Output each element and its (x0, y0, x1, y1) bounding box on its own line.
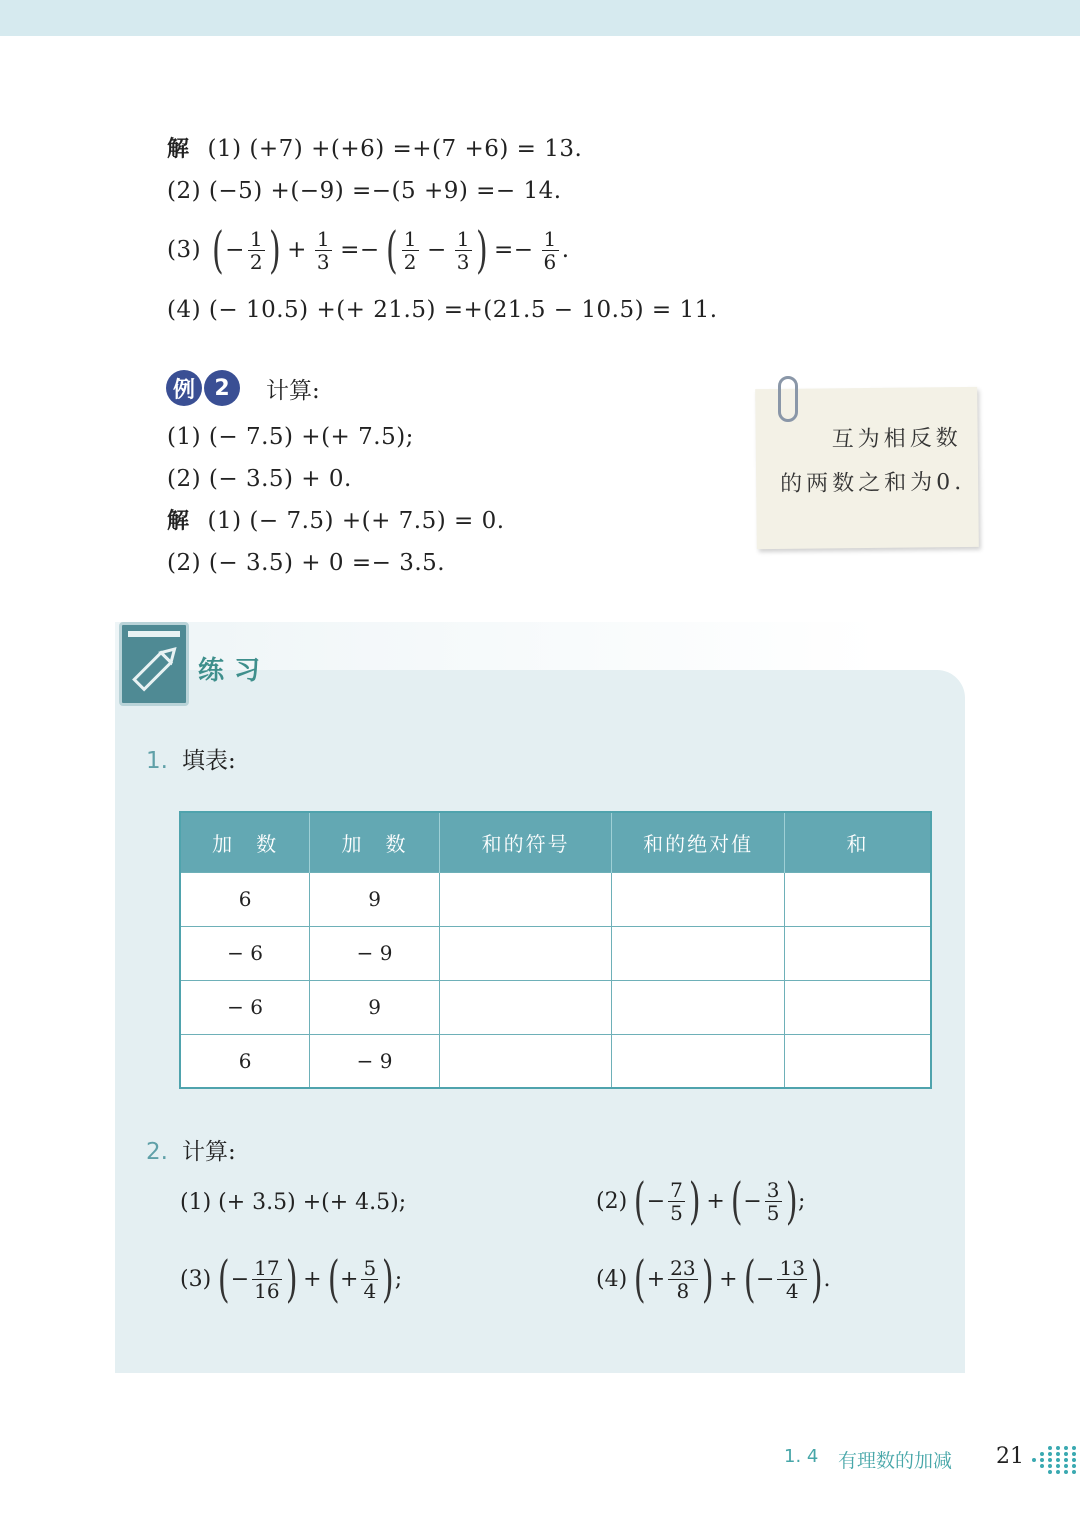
example-question-2: (2) (− 3.5) + 0. (167, 466, 352, 492)
table-row (180, 872, 931, 926)
solution-line-2: (2) (−5) +(−9) =−(5 +9) =− 14. (167, 178, 562, 204)
footer-chapter-title: 有理数的加减 (838, 1450, 953, 1472)
fraction: $\frac{17}{16}$ (254, 1255, 280, 1303)
fraction: $\frac{1}{3}$ (456, 226, 470, 274)
table-cell (439, 926, 611, 980)
calc-item-3: (3) ( − $\frac{17}{16}$ ) + ( + $\frac{5}{4}$ ) ; (180, 1250, 403, 1308)
table-row (180, 1034, 931, 1088)
example-prompt: 计算: (266, 377, 320, 404)
paperclip-icon (778, 376, 798, 422)
fraction: $\frac{1}{2}$ (249, 226, 264, 274)
solution-lead: 解 (167, 509, 190, 534)
fraction: $\frac{1}{2}$ (403, 226, 417, 274)
table-row (180, 926, 931, 980)
practice-title: 练习 (198, 656, 271, 686)
fill-table (179, 811, 932, 1089)
table-cell (784, 872, 931, 926)
solution-line-1: 解 (1) (+7) +(+6) =+(7 +6) = 13. (167, 136, 583, 162)
footer-section-number: 1. 4 (784, 1446, 819, 1467)
calc-item-2: (2) ( − $\frac{7}{5}$ ) + ( − $\frac{3}{5}$ ) ; (596, 1172, 806, 1230)
table-header-row (180, 812, 931, 872)
example-question-1: (1) (− 7.5) +(+ 7.5); (167, 424, 414, 450)
table-cell (784, 926, 931, 980)
practice-question-2: 2. 计算: (146, 1139, 236, 1165)
fraction: $\frac{7}{5}$ (670, 1177, 683, 1225)
column-header: 和的绝对值 (612, 812, 784, 872)
table-cell (612, 1034, 784, 1088)
table-cell: 6 (180, 1034, 310, 1088)
table-cell (439, 1034, 611, 1088)
table-cell (439, 872, 611, 926)
dot-grid-icon (1028, 1440, 1078, 1480)
practice-question-1: 1. 填表: (146, 748, 236, 774)
column-header: 和的符号 (439, 812, 611, 872)
top-color-band (0, 0, 1080, 36)
solution-lead: 解 (167, 137, 190, 162)
column-header: 加 数 (180, 812, 310, 872)
fraction: $\frac{5}{4}$ (363, 1255, 377, 1303)
fraction: $\frac{1}{6}$ (543, 226, 557, 274)
fraction: $\frac{13}{4}$ (779, 1255, 805, 1303)
calc-item-1: (1) (+ 3.5) +(+ 4.5); (180, 1190, 407, 1215)
table-cell (612, 980, 784, 1034)
table-cell: − 9 (310, 1034, 440, 1088)
example-solution-2: (2) (− 3.5) + 0 =− 3.5. (167, 550, 446, 576)
column-header: 和 (784, 812, 931, 872)
solution-line-3: (3) ( − $\frac{1}{2}$ ) + $\frac{1}{3}$ =− ( $\frac{1}{2}$ − $\frac{1}{3}$ ) =− $\frac{1}{6}$ . (167, 221, 570, 279)
example-solution-1: 解 (1) (− 7.5) +(+ 7.5) = 0. (167, 508, 505, 534)
table-cell (784, 1034, 931, 1088)
page-number: 21 (996, 1444, 1024, 1469)
table-cell: − 9 (310, 926, 440, 980)
table-row (180, 980, 931, 1034)
fraction: $\frac{1}{3}$ (316, 226, 331, 274)
fraction: $\frac{23}{8}$ (670, 1255, 696, 1303)
table-cell (784, 980, 931, 1034)
table-cell: 9 (310, 872, 440, 926)
table-cell (612, 872, 784, 926)
solution-line-4: (4) (− 10.5) +(+ 21.5) =+(21.5 − 10.5) = 11. (167, 297, 718, 323)
fraction: $\frac{3}{5}$ (766, 1177, 780, 1225)
table-cell (439, 980, 611, 1034)
example-2-header (166, 370, 320, 406)
table-cell: 6 (180, 872, 310, 926)
calc-item-4: (4) ( + $\frac{23}{8}$ ) + ( − $\frac{13}{4}$ ) . (596, 1250, 831, 1308)
side-note-line-2: 的两数之和为0. (780, 469, 966, 497)
example-badge: 例 (166, 370, 202, 406)
table-cell (612, 926, 784, 980)
table-cell: − 6 (180, 980, 310, 1034)
column-header: 加 数 (310, 812, 440, 872)
example-number-badge: 2 (204, 370, 240, 406)
pencil-icon (119, 622, 189, 706)
side-note-line-1: 互为相反数 (831, 426, 962, 453)
table-cell: − 6 (180, 926, 310, 980)
table-cell: 9 (310, 980, 440, 1034)
